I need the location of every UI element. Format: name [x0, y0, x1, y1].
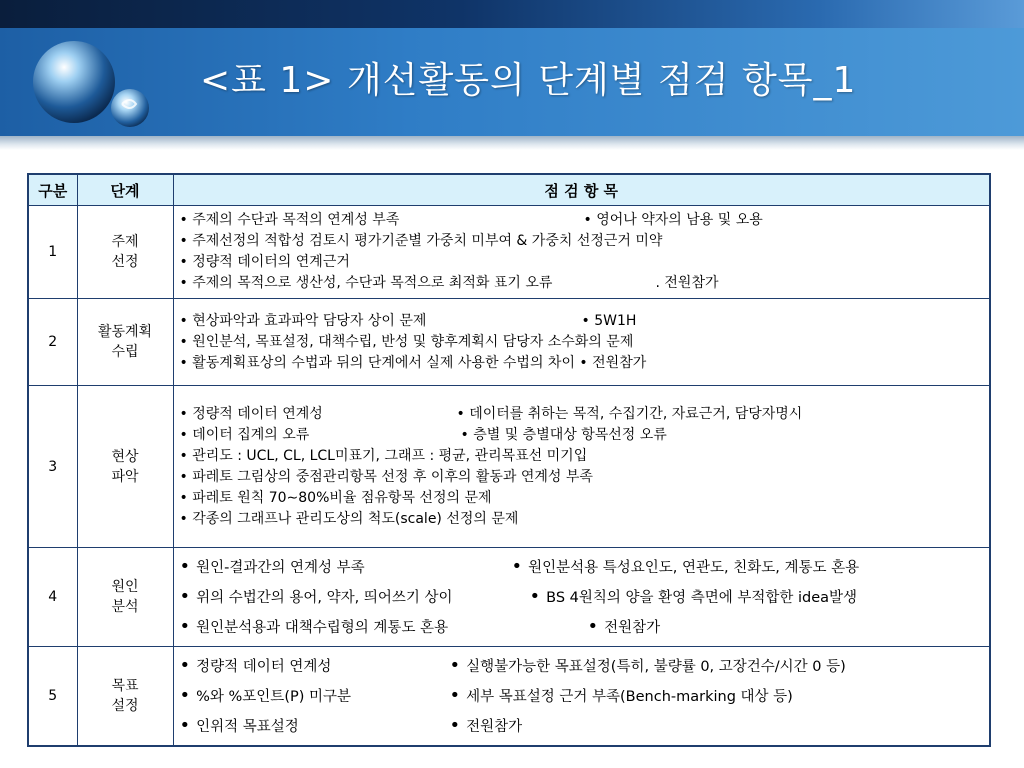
item-line: • 위의 수법간의 용어, 약자, 띄어쓰기 상이 • BS 4원칙의 양을 환영 측면에 부적합한 idea발생 [179, 586, 858, 607]
table-row [28, 647, 990, 747]
bullet-icon: • [511, 556, 523, 577]
item-line: • 현상파악과 효과파악 담당자 상이 문제 • 5W1H [179, 312, 637, 329]
header-stage: 단계 [77, 174, 173, 206]
table-row [28, 206, 990, 299]
bullet-icon: • [179, 616, 191, 637]
item-line: • 정량적 데이터 연계성 • 실행불가능한 목표설정(특히, 불량률 0, 고장건수/시간 0 등) [179, 655, 846, 676]
stage-line: 주제 [111, 234, 139, 250]
item-line: • 정량적 데이터의 연계근거 [179, 254, 350, 270]
row-items [173, 299, 990, 386]
item-line: • 주제선정의 적합성 검토시 평가기준별 가중치 미부여 & 가중치 선정근거 미약 [179, 233, 663, 249]
stage-line: 파악 [111, 468, 139, 485]
row-items [173, 647, 990, 747]
stage-line: 원인 [111, 579, 139, 595]
row-stage [77, 206, 173, 299]
item-line: • 각종의 그래프나 관리도상의 척도(scale) 선정의 문제 [179, 510, 519, 527]
bullet-icon: • [449, 715, 461, 736]
row-number: 5 [28, 647, 77, 747]
item-line: • 정량적 데이터 연계성 • 데이터를 취하는 목적, 수집기간, 자료근거, 담당자명시 [179, 405, 803, 422]
sphere-logo-icon [26, 40, 156, 130]
item-line: • 원인분석용과 대책수립형의 계통도 혼용 • 전원참가 [179, 616, 661, 637]
item-line: • 활동계획표상의 수법과 뒤의 단계에서 실제 사용한 수법의 차이 • 전원참가 [179, 354, 647, 371]
stage-line: 선정 [111, 254, 139, 270]
stage-line: 수립 [111, 344, 139, 360]
table-row [28, 299, 990, 386]
stage-line: 목표 [111, 678, 139, 694]
bullet-icon: • [529, 586, 541, 607]
table-header-row [28, 174, 990, 206]
stage-line: 분석 [111, 599, 139, 615]
stage-line: 현상 [111, 448, 139, 465]
checklist-table [27, 173, 991, 747]
header-category: 구분 [28, 174, 77, 206]
page-title: <표 1> 개선활동의 단계별 점검 항목_1 [200, 60, 857, 101]
bullet-icon: • [449, 685, 461, 706]
bullet-icon: • [179, 715, 191, 736]
row-items [173, 548, 990, 647]
table-row [28, 386, 990, 548]
row-items [173, 206, 990, 299]
stage-line: 설정 [111, 698, 139, 714]
row-stage [77, 647, 173, 747]
bullet-icon: • [179, 655, 191, 676]
item-line: • 인위적 목표설정 • 전원참가 [179, 715, 523, 736]
item-line: • %와 %포인트(P) 미구분 • 세부 목표설정 근거 부족(Bench-marking 대상 등) [179, 685, 793, 706]
bullet-icon: • [179, 685, 191, 706]
bullet-icon: • [587, 616, 599, 637]
header-items: 점 검 항 목 [173, 174, 990, 206]
bullet-icon: • [179, 586, 191, 607]
row-number: 3 [28, 386, 77, 548]
row-number: 1 [28, 206, 77, 299]
stage-line: 활동계획 [97, 324, 153, 340]
item-line: • 주제의 수단과 목적의 연계성 부족 • 영어나 약자의 남용 및 오용 [179, 212, 763, 228]
row-stage [77, 299, 173, 386]
item-line: • 파레토 원칙 70∼80%비율 점유항목 선정의 문제 [179, 489, 492, 506]
bullet-icon: • [179, 556, 191, 577]
item-line: • 원인-결과간의 연계성 부족 • 원인분석용 특성요인도, 연관도, 친화도, 계통도 혼용 [179, 556, 860, 577]
row-number: 4 [28, 548, 77, 647]
item-line: • 원인분석, 목표설정, 대책수립, 반성 및 향후계획시 담당자 소수화의 문제 [179, 333, 634, 350]
row-items [173, 386, 990, 548]
item-line: • 관리도 : UCL, CL, LCL미표기, 그래프 : 평균, 관리목표선 미기입 [179, 447, 588, 464]
row-stage [77, 386, 173, 548]
item-line: • 파레토 그림상의 중점관리항목 선정 후 이후의 활동과 연계성 부족 [179, 468, 593, 485]
row-number: 2 [28, 299, 77, 386]
item-line: • 주제의 목적으로 생산성, 수단과 목적으로 최적화 표기 오류 . 전원참가 [179, 275, 719, 291]
item-line: • 데이터 집계의 오류 • 층별 및 층별대상 항목선정 오류 [179, 426, 667, 443]
top-bar [0, 0, 1024, 28]
banner-shadow [0, 136, 1024, 150]
row-stage [77, 548, 173, 647]
bullet-icon: • [449, 655, 461, 676]
table-row [28, 548, 990, 647]
